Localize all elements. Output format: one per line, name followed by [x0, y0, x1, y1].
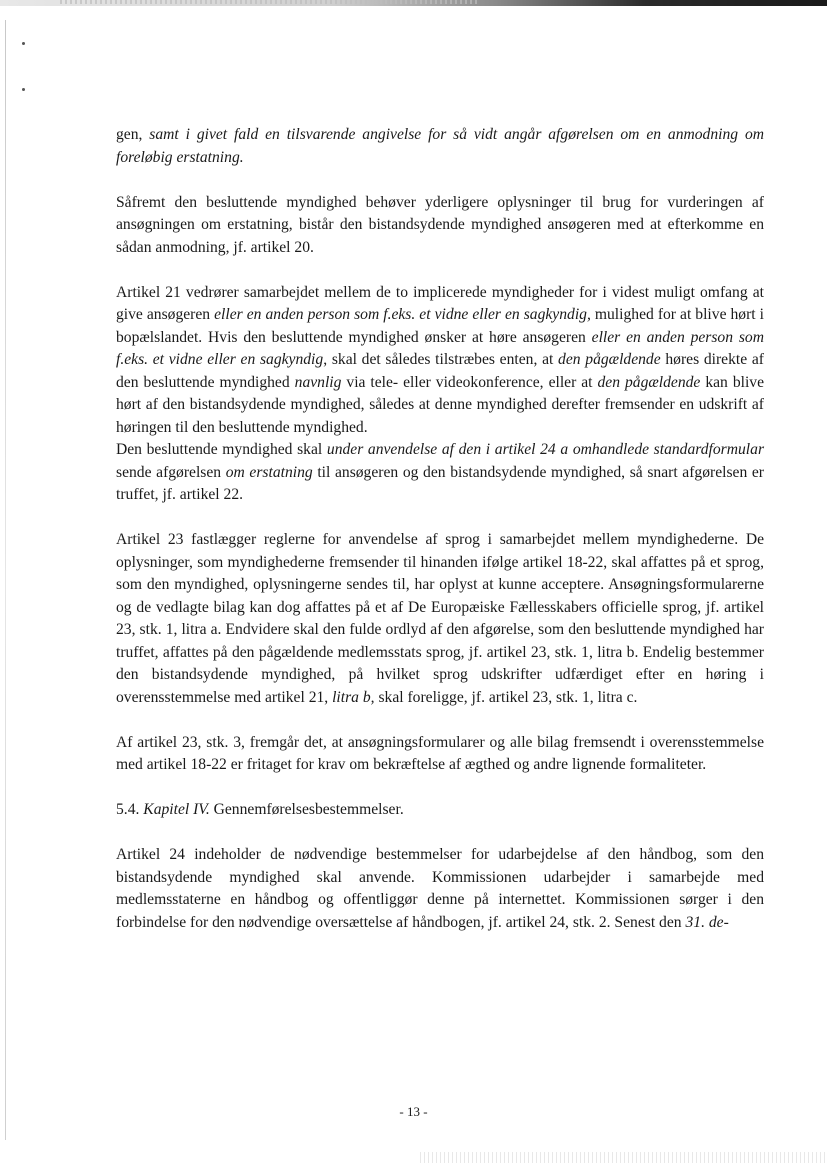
text-run: skal foreligge, jf. artikel 23, stk. 1, litra c.: [374, 688, 638, 706]
paragraph-4: [116, 439, 764, 507]
page-number: - 13 -: [399, 1104, 428, 1119]
text-run: sende afgørelsen: [116, 463, 226, 481]
italic-run: under anvendelse af den i artikel 24 a omhandlede standardformular: [326, 441, 765, 458]
paragraph-2: [116, 192, 764, 260]
text-run: høres direkte af den besluttende myndighed: [116, 351, 764, 391]
paragraph-7: [116, 844, 764, 934]
italic-run: eller en anden person som f.eks. et vidne eller en sagkyndig: [116, 328, 764, 368]
text-run: til ansøgeren og den bistandsydende myndighed, så snart afgørelsen er truffet, jf. artikel 22.: [116, 463, 764, 503]
text-run: via tele- eller videokonference, eller at: [341, 373, 598, 391]
text-run: , skal det således tilstræbes enten, at: [323, 351, 559, 368]
paragraph-5: [116, 529, 764, 709]
italic-run: den pågældende: [597, 373, 701, 391]
text-run: Af artikel 23, stk. 3, fremgår det, at ansøgningsformularer og alle bilag fremsendt i overensstemmelse med artikel 18-22 er fritaget for krav om bekræftelse af ægthed og andre lignende formaliteter.: [116, 733, 764, 773]
scan-edge-line: [5, 20, 6, 1140]
italic-run: den pågældende: [558, 351, 661, 368]
text-run: 5.4.: [116, 801, 144, 818]
text-run: Den besluttende myndighed skal: [116, 441, 327, 458]
italic-run: 31. de-: [685, 913, 729, 931]
text-run: Gennemførelsesbestemmelser.: [209, 801, 404, 818]
text-run: mulighed for at blive hørt i bopælslandet. Hvis den besluttende myndighed ønsker at høre ansøgeren: [116, 306, 764, 346]
paragraph-3: [116, 282, 764, 440]
paragraph-6: [116, 732, 764, 777]
italic-run: Kapitel IV.: [143, 801, 210, 818]
italic-run: litra b,: [332, 688, 375, 706]
italic-run: navnlig: [294, 373, 342, 391]
section-heading: [116, 799, 764, 822]
italic-run: eller en anden person som f.eks. et vidne eller en sagkyndig,: [214, 306, 591, 323]
italic-run: samt i givet fald en tilsvarende angivelse for så vidt angår afgørelsen om en anmodning om foreløbig erstatning.: [116, 126, 765, 166]
text-run: gen,: [116, 126, 150, 143]
paragraph-1: [116, 124, 764, 169]
text-run: Artikel 21 vedrører samarbejdet mellem de to implicerede myndigheder for i videst muligt omfang at give ansøgeren: [116, 283, 764, 323]
document-body: [116, 124, 764, 957]
scan-artifact-top-dots: [60, 0, 480, 4]
text-run: Artikel 23 fastlægger reglerne for anvendelse af sprog i samarbejdet mellem myndighederne. De oplysninger, som myndighederne fremsender til hinanden ifølge artikel 18-22, skal affattes på et sprog, som den myndighed, oplysningerne sendes til, har oplyst at kunne acceptere. Ansøgningsformularerne og de vedlagte bilag kan dog affattes på et af De Europæiske Fællesskabers officielle sprog, jf. artikel 23, stk. 1, litra a. Endvidere skal den fulde ordlyd af den afgørelse, som den besluttende myndighed har truffet, affattes på den pågældende medlemsstats sprog, jf. artikel 23, stk. 1, litra b. Endelig bestemmer den bistandsydende myndighed, på hvilket sprog udskrifter udfærdiget efter en høring i overensstemmelse med artikel 21,: [116, 531, 764, 706]
text-run: Artikel 24 indeholder de nødvendige bestemmelser for udarbejdelse af den håndbog, som den bistandsydende myndighed skal anvende. Kommissionen udarbejder i samarbejde med medlemsstaterne en håndbog og offentliggør denne på internettet. Kommissionen sørger i den forbindelse for den nødvendige oversættelse af håndbogen, jf. artikel 24, stk. 2. Senest den: [116, 846, 764, 931]
text-run: Såfremt den besluttende myndighed behøver yderligere oplysninger til brug for vurderingen af ansøgningen om erstatning, bistår den bistandsydende myndighed ansøgeren med at efterkomme en sådan anmodning, jf. artikel 20.: [116, 193, 764, 256]
text-run: kan blive hørt af den bistandsydende myndighed, således at denne myndighed derefter fremsender en udskrift af høringen til den besluttende myndighed.: [116, 373, 764, 436]
scan-artifact-bottom: [420, 1152, 827, 1163]
scan-speck: [22, 88, 25, 91]
scan-speck: [22, 42, 25, 45]
italic-run: om erstatning: [225, 463, 313, 481]
